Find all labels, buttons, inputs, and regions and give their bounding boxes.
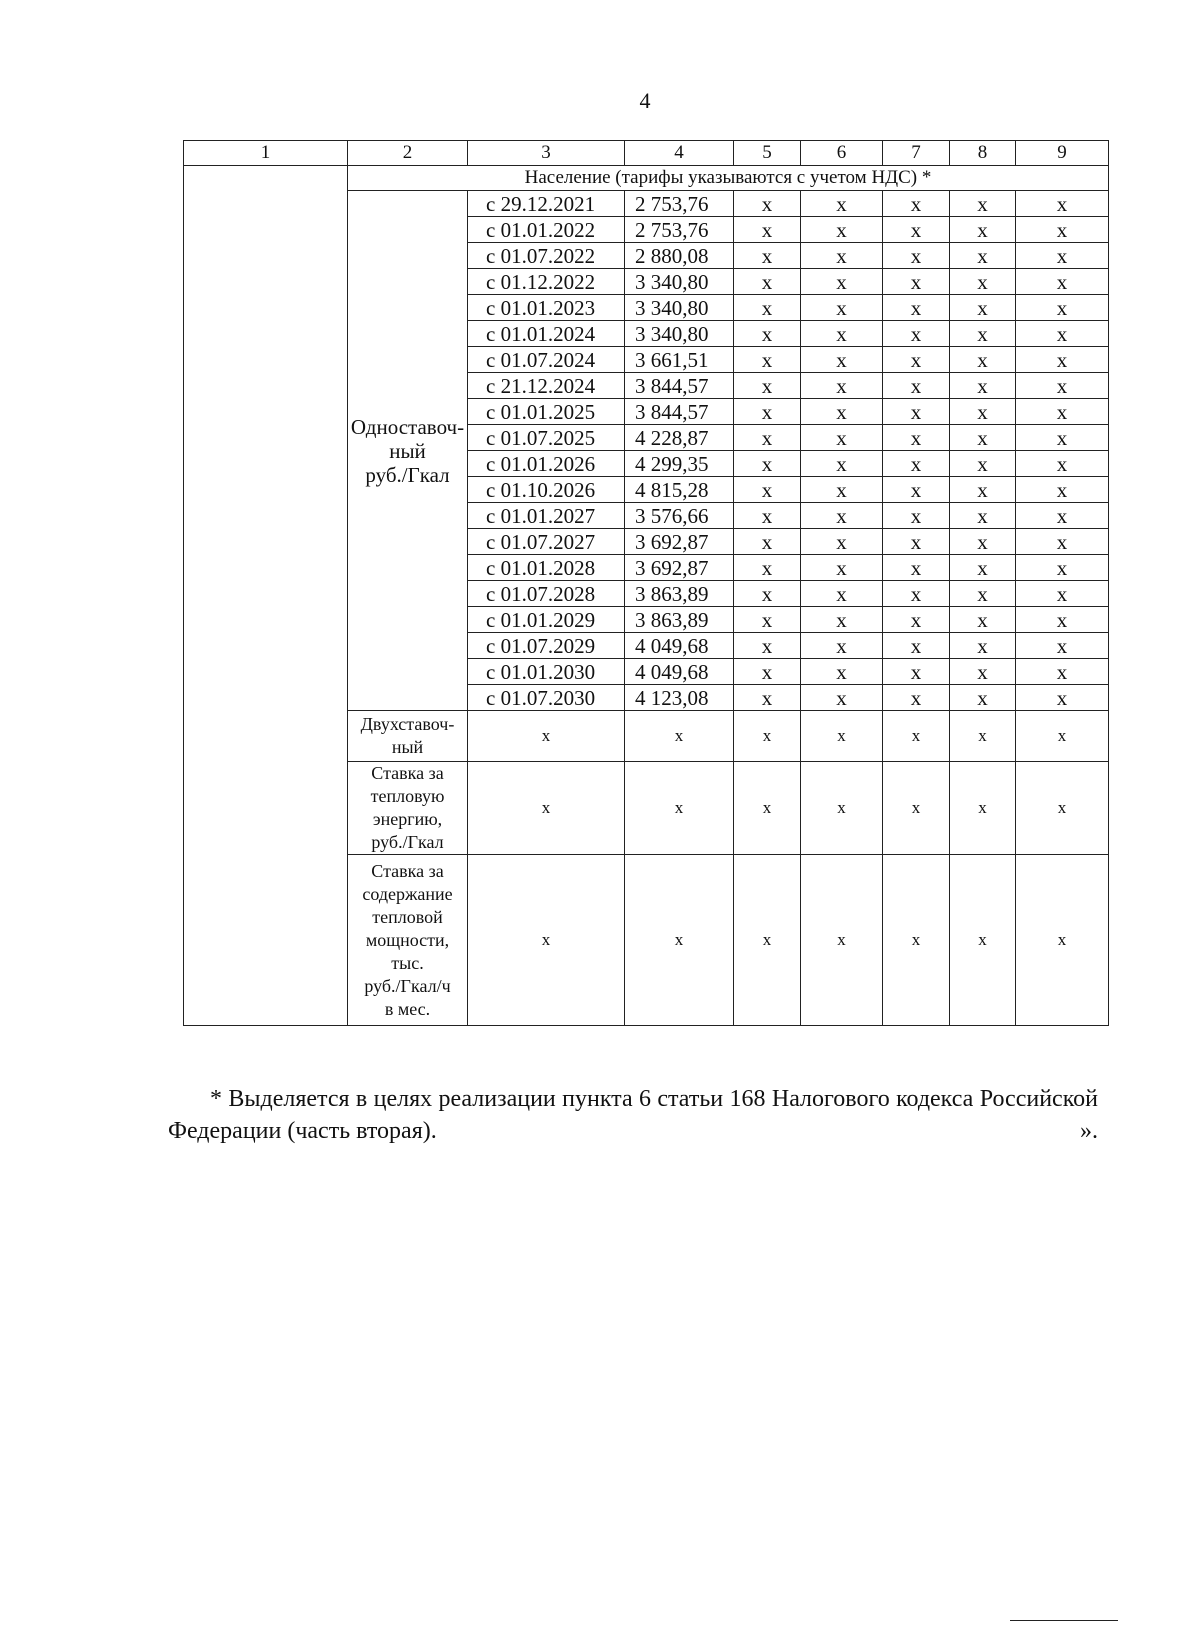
cross-cell: x	[883, 529, 950, 555]
signature-line	[1010, 1620, 1118, 1621]
effective-date: с 01.01.2026	[468, 451, 625, 477]
cross-cell: x	[734, 243, 801, 269]
cross-cell: x	[883, 269, 950, 295]
section-title: Население (тарифы указываются с учетом НДС) *	[348, 166, 1109, 191]
cross-cell: x	[734, 581, 801, 607]
cross-cell: x	[950, 633, 1016, 659]
cross-cell: x	[801, 529, 883, 555]
cross-cell: x	[625, 762, 734, 855]
cross-cell: x	[734, 855, 801, 1026]
cross-cell: x	[801, 633, 883, 659]
cross-cell: x	[734, 321, 801, 347]
header-cell: 4	[625, 141, 734, 166]
effective-date: с 01.07.2025	[468, 425, 625, 451]
cross-cell: x	[801, 347, 883, 373]
cross-cell: x	[734, 217, 801, 243]
header-cell: 7	[883, 141, 950, 166]
cross-cell: x	[1016, 451, 1109, 477]
effective-date: с 01.10.2026	[468, 477, 625, 503]
effective-date: с 01.01.2023	[468, 295, 625, 321]
header-row	[184, 141, 1109, 166]
tariff-value: 2 880,08	[625, 243, 734, 269]
cross-cell: x	[1016, 347, 1109, 373]
energy-rate-label: Ставка за тепловую энергию, руб./Гкал	[348, 762, 468, 855]
cross-cell: x	[950, 373, 1016, 399]
cross-cell: x	[801, 685, 883, 711]
effective-date: с 01.12.2022	[468, 269, 625, 295]
cross-cell: x	[801, 217, 883, 243]
cross-cell: x	[1016, 633, 1109, 659]
cross-cell: x	[1016, 477, 1109, 503]
cross-cell: x	[801, 581, 883, 607]
cross-cell: x	[950, 347, 1016, 373]
cross-cell: x	[801, 269, 883, 295]
cross-cell: x	[734, 295, 801, 321]
page-number: 4	[639, 88, 651, 113]
cross-cell: x	[950, 399, 1016, 425]
cross-cell: x	[1016, 399, 1109, 425]
cross-cell: x	[883, 243, 950, 269]
cross-cell: x	[734, 269, 801, 295]
cross-cell: x	[950, 529, 1016, 555]
cross-cell: x	[950, 295, 1016, 321]
tariff-value: 3 576,66	[625, 503, 734, 529]
cross-cell: x	[1016, 555, 1109, 581]
header-cell: 1	[184, 141, 348, 166]
cross-cell: x	[801, 762, 883, 855]
header-cell: 5	[734, 141, 801, 166]
tariff-value: 4 228,87	[625, 425, 734, 451]
section-row	[184, 166, 1109, 191]
cross-cell: x	[801, 373, 883, 399]
cross-cell: x	[1016, 425, 1109, 451]
tariff-value: 3 661,51	[625, 347, 734, 373]
effective-date: с 01.07.2030	[468, 685, 625, 711]
tariff-value: 4 049,68	[625, 659, 734, 685]
header-cell: 8	[950, 141, 1016, 166]
cross-cell: x	[950, 425, 1016, 451]
cross-cell: x	[734, 399, 801, 425]
tariff-value: 4 815,28	[625, 477, 734, 503]
cross-cell: x	[883, 217, 950, 243]
cross-cell: x	[1016, 373, 1109, 399]
cross-cell: x	[801, 659, 883, 685]
cross-cell: x	[734, 633, 801, 659]
effective-date: с 29.12.2021	[468, 191, 625, 217]
tariff-value: 3 340,80	[625, 321, 734, 347]
cross-cell: x	[1016, 529, 1109, 555]
tariff-value: 3 863,89	[625, 581, 734, 607]
cross-cell: x	[1016, 711, 1109, 762]
cross-cell: x	[950, 451, 1016, 477]
cross-cell: x	[950, 685, 1016, 711]
cross-cell: x	[883, 711, 950, 762]
cross-cell: x	[1016, 581, 1109, 607]
cross-cell: x	[734, 555, 801, 581]
cross-cell: x	[734, 685, 801, 711]
cross-cell: x	[734, 529, 801, 555]
cross-cell: x	[883, 555, 950, 581]
cross-cell: x	[734, 191, 801, 217]
cross-cell: x	[950, 477, 1016, 503]
cross-cell: x	[468, 762, 625, 855]
effective-date: с 01.07.2024	[468, 347, 625, 373]
cross-cell: x	[883, 399, 950, 425]
effective-date: с 01.01.2030	[468, 659, 625, 685]
cross-cell: x	[1016, 295, 1109, 321]
tariff-value: 4 049,68	[625, 633, 734, 659]
cross-cell: x	[883, 503, 950, 529]
cross-cell: x	[883, 762, 950, 855]
tariff-value: 3 692,87	[625, 555, 734, 581]
group-cell	[184, 166, 348, 1026]
tariff-value: 3 340,80	[625, 269, 734, 295]
cross-cell: x	[734, 711, 801, 762]
cross-cell: x	[734, 373, 801, 399]
cross-cell: x	[883, 633, 950, 659]
footnote	[168, 1083, 1098, 1147]
cross-cell: x	[950, 191, 1016, 217]
header-cell: 2	[348, 141, 468, 166]
effective-date: с 01.07.2027	[468, 529, 625, 555]
cross-cell: x	[950, 321, 1016, 347]
cross-cell: x	[734, 607, 801, 633]
cross-cell: x	[1016, 855, 1109, 1026]
cross-cell: x	[734, 425, 801, 451]
cross-cell: x	[1016, 191, 1109, 217]
cross-cell: x	[801, 399, 883, 425]
tariff-value: 3 863,89	[625, 607, 734, 633]
cross-cell: x	[468, 711, 625, 762]
cross-cell: x	[950, 269, 1016, 295]
cross-cell: x	[734, 477, 801, 503]
cross-cell: x	[801, 425, 883, 451]
cross-cell: x	[625, 711, 734, 762]
cross-cell: x	[883, 581, 950, 607]
cross-cell: x	[1016, 607, 1109, 633]
cross-cell: x	[950, 243, 1016, 269]
cross-cell: x	[883, 685, 950, 711]
cross-cell: x	[734, 503, 801, 529]
effective-date: с 01.07.2022	[468, 243, 625, 269]
cross-cell: x	[883, 347, 950, 373]
effective-date: с 01.01.2028	[468, 555, 625, 581]
cross-cell: x	[801, 607, 883, 633]
cross-cell: x	[801, 477, 883, 503]
cross-cell: x	[950, 217, 1016, 243]
cross-cell: x	[1016, 685, 1109, 711]
cross-cell: x	[801, 321, 883, 347]
cross-cell: x	[801, 503, 883, 529]
cross-cell: x	[625, 855, 734, 1026]
effective-date: с 01.01.2024	[468, 321, 625, 347]
footnote-text: * Выделяется в целях реализации пункта 6 статьи 168 Налогового кодекса Российской Федерации (часть вторая).	[168, 1086, 1098, 1144]
cross-cell: x	[734, 347, 801, 373]
cross-cell: x	[883, 321, 950, 347]
effective-date: с 01.01.2029	[468, 607, 625, 633]
cross-cell: x	[1016, 503, 1109, 529]
header-cell: 9	[1016, 141, 1109, 166]
cross-cell: x	[883, 373, 950, 399]
closing-quote: ».	[1080, 1118, 1098, 1144]
effective-date: с 01.01.2027	[468, 503, 625, 529]
cross-cell: x	[468, 855, 625, 1026]
cross-cell: x	[950, 659, 1016, 685]
cross-cell: x	[801, 855, 883, 1026]
cross-cell: x	[883, 295, 950, 321]
cross-cell: x	[1016, 269, 1109, 295]
effective-date: с 21.12.2024	[468, 373, 625, 399]
tariff-value: 2 753,76	[625, 191, 734, 217]
cross-cell: x	[801, 555, 883, 581]
cross-cell: x	[883, 855, 950, 1026]
cross-cell: x	[1016, 762, 1109, 855]
cross-cell: x	[801, 295, 883, 321]
cross-cell: x	[801, 451, 883, 477]
cross-cell: x	[734, 762, 801, 855]
cross-cell: x	[883, 191, 950, 217]
tariff-value: 3 692,87	[625, 529, 734, 555]
cross-cell: x	[1016, 243, 1109, 269]
cross-cell: x	[1016, 659, 1109, 685]
effective-date: с 01.07.2028	[468, 581, 625, 607]
cross-cell: x	[950, 581, 1016, 607]
tariff-value: 4 123,08	[625, 685, 734, 711]
cross-cell: x	[950, 503, 1016, 529]
cross-cell: x	[950, 762, 1016, 855]
tariff-value: 3 844,57	[625, 399, 734, 425]
tariff-value: 4 299,35	[625, 451, 734, 477]
capacity-rate-label: Ставка за содержание тепловой мощности, тыс. руб./Гкал/ч в мес.	[348, 855, 468, 1026]
cross-cell: x	[950, 855, 1016, 1026]
cross-cell: x	[950, 711, 1016, 762]
cross-cell: x	[883, 425, 950, 451]
effective-date: с 01.01.2025	[468, 399, 625, 425]
header-cell: 6	[801, 141, 883, 166]
cross-cell: x	[883, 477, 950, 503]
cross-cell: x	[801, 191, 883, 217]
cross-cell: x	[883, 659, 950, 685]
cross-cell: x	[883, 451, 950, 477]
tariff-value: 3 340,80	[625, 295, 734, 321]
tariff-value: 2 753,76	[625, 217, 734, 243]
cross-cell: x	[1016, 321, 1109, 347]
cross-cell: x	[1016, 217, 1109, 243]
effective-date: с 01.01.2022	[468, 217, 625, 243]
cross-cell: x	[734, 451, 801, 477]
cross-cell: x	[950, 607, 1016, 633]
two-rate-label: Двухставоч- ный	[348, 711, 468, 762]
cross-cell: x	[801, 243, 883, 269]
tariff-table	[183, 140, 1109, 1026]
tariff-value: 3 844,57	[625, 373, 734, 399]
cross-cell: x	[801, 711, 883, 762]
cross-cell: x	[883, 607, 950, 633]
header-cell: 3	[468, 141, 625, 166]
one-rate-label: Одноставоч- ный руб./Гкал	[348, 191, 468, 711]
effective-date: с 01.07.2029	[468, 633, 625, 659]
cross-cell: x	[950, 555, 1016, 581]
cross-cell: x	[734, 659, 801, 685]
